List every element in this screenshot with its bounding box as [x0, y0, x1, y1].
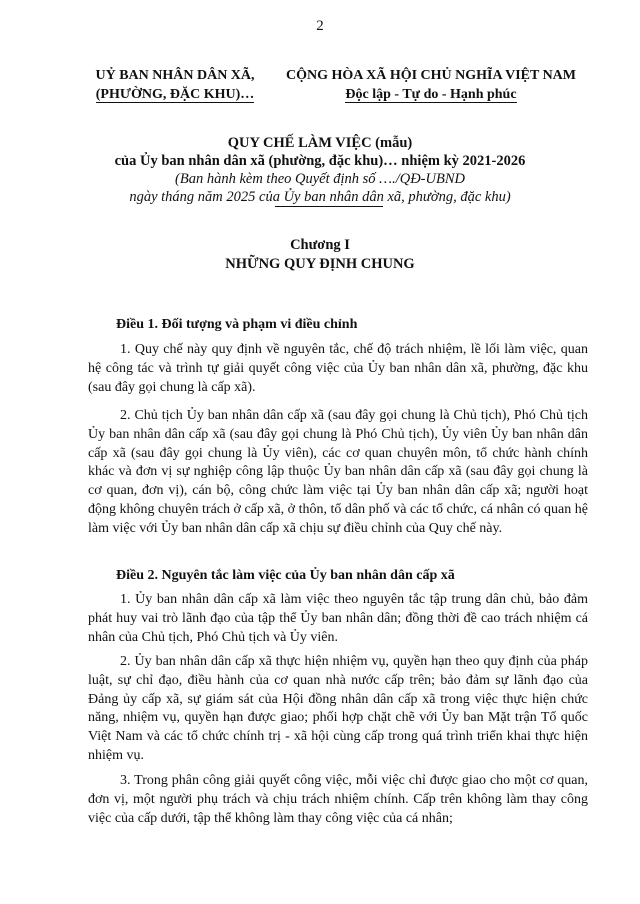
title-line1: QUY CHẾ LÀM VIỆC (mẫu)	[227, 135, 413, 151]
article1-paragraph2: 2. Chủ tịch Ủy ban nhân dân cấp xã (sau đây gọi chung là Chủ tịch), Phó Chủ tịch Ủy ban nhân dân cấp xã (sau đây gọi chung là Phó Chủ tịch), Ủy viên Ủy ban nhân dân cấp xã (sau đây gọi chung là Ủy viên), các cơ quan chuyên môn, tổ chức hành chính khác và đơn vị sự nghiệp công lập thuộc Ủy ban nhân dân cấp xã (sau đây gọi chung là cơ quan, đơn vị), cán bộ, công chức làm việc tại Ủy ban nhân dân cấp xã; người hoạt động không chuyên trách ở cấp xã, ở thôn, tổ dân phố và các tổ chức, cá nhân có quan hệ làm việc với Ủy ban nhân dân cấp xã chịu sự điều chỉnh của Quy chế này.	[88, 408, 588, 536]
authority-line1: UỶ BAN NHÂN DÂN XÃ,	[95, 68, 255, 83]
chapter-heading	[0, 236, 640, 274]
title-line2: của Ủy ban nhân dân xã (phường, đặc khu)… nhiệm kỳ 2021-2026	[114, 153, 526, 169]
authority-line2: (PHƯỜNG, ĐẶC KHU)…	[95, 87, 255, 102]
country-name: CỘNG HÒA XÃ HỘI CHỦ NGHĨA VIỆT NAM	[285, 68, 576, 83]
title-divider	[275, 206, 383, 207]
article2-heading: Điều 2. Nguyên tắc làm việc của Ủy ban nhân dân cấp xã	[116, 568, 455, 583]
issuing-authority	[90, 66, 260, 104]
title-line3: (Ban hành kèm theo Quyết định số …./QĐ-UBND	[175, 171, 465, 187]
chapter-name: NHỮNG QUY ĐỊNH CHUNG	[225, 256, 415, 272]
national-motto	[276, 66, 586, 104]
document-title	[60, 134, 580, 206]
chapter-number: Chương I	[290, 237, 350, 253]
article1-paragraph1: 1. Quy chế này quy định về nguyên tắc, chế độ trách nhiệm, lề lối làm việc, quan hệ công tác và trình tự giải quyết công việc của Ủy ban nhân dân xã, phường, đặc khu (sau đây gọi chung là cấp xã).	[88, 342, 588, 395]
article2-paragraph1: 1. Ủy ban nhân dân cấp xã làm việc theo nguyên tắc tập trung dân chủ, bảo đảm phát huy vai trò lãnh đạo của tập thể Ủy ban nhân dân; đồng thời đề cao trách nhiệm cá nhân của Chủ tịch, Phó Chủ tịch và Ủy viên.	[88, 592, 588, 645]
article2-paragraph2: 2. Ủy ban nhân dân cấp xã thực hiện nhiệm vụ, quyền hạn theo quy định của pháp luật, sự chỉ đạo, điều hành của cơ quan nhà nước cấp trên; bảo đảm sự lãnh đạo của Đảng ủy cấp xã, sự giám sát của Hội đồng nhân dân cấp xã trong việc thực hiện chức năng, nhiệm vụ, quyền hạn được giao; phối hợp chặt chẽ với Ủy ban Mặt trận Tổ quốc Việt Nam và các tổ chức chính trị - xã hội cùng cấp trong quá trình triển khai thực hiện nhiệm vụ.	[88, 654, 588, 763]
page-number: 2	[316, 18, 324, 34]
title-line4: ngày tháng năm 2025 của Ủy ban nhân dân xã, phường, đặc khu)	[129, 189, 511, 205]
motto: Độc lập - Tự do - Hạnh phúc	[345, 87, 517, 102]
article2-paragraph3: 3. Trong phân công giải quyết công việc, mỗi việc chỉ được giao cho một cơ quan, đơn vị, một người phụ trách và chịu trách nhiệm chính. Cấp trên không làm thay công việc của cấp dưới, tập thể không làm thay công việc của cá nhân;	[88, 773, 588, 826]
article1-heading: Điều 1. Đối tượng và phạm vi điều chỉnh	[116, 317, 358, 332]
